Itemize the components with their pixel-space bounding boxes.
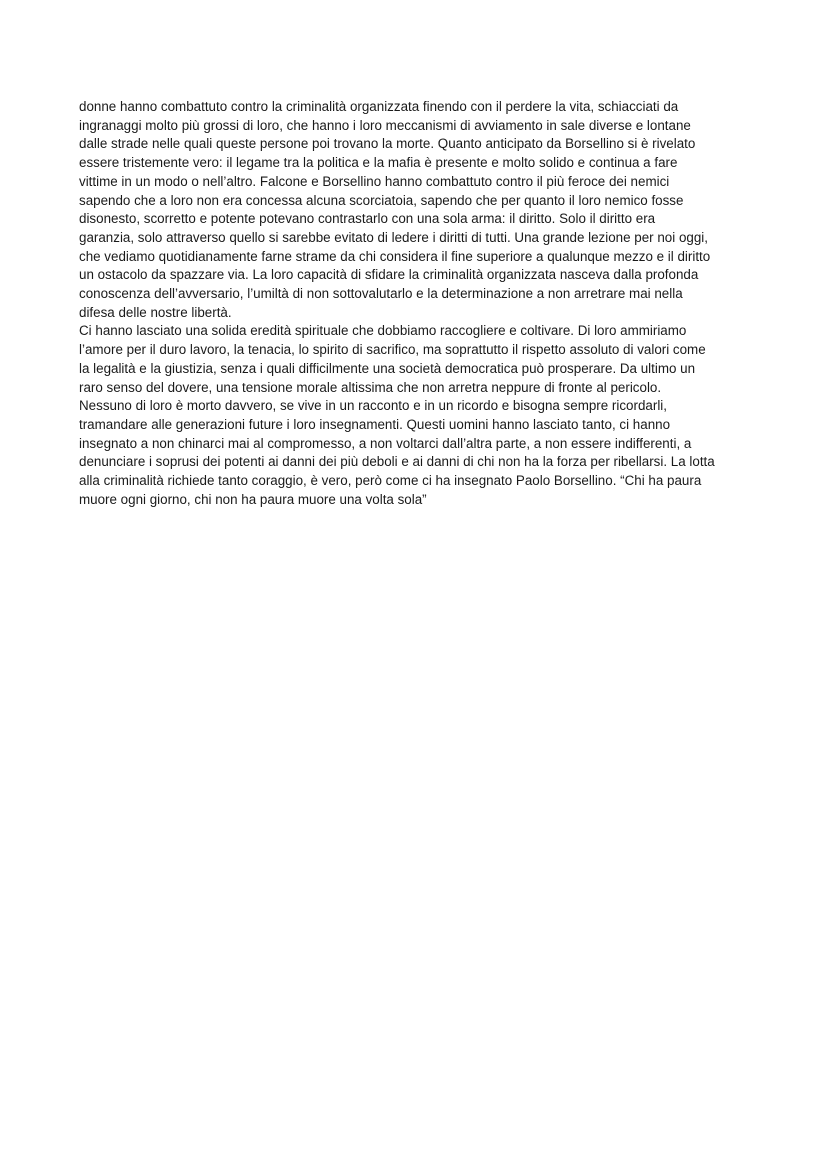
text-line: garanzia, solo attraverso quello si sarebbe evitato di ledere i diritti di tutti. Una grande lezione per noi oggi, <box>79 229 708 245</box>
text-line: dalle strade nelle quali queste persone poi trovano la morte. Quanto anticipato da Borsellino si è rivelato <box>79 136 696 152</box>
text-line: denunciare i soprusi dei potenti ai danni dei più deboli e ai danni di chi non ha la forza per ribellarsi. La lotta <box>79 454 715 470</box>
text-line: muore ogni giorno, chi non ha paura muore una volta sola” <box>79 491 427 507</box>
text-line: conoscenza dell’avversario, l’umiltà di non sottovalutarlo e la determinazione a non arretrare mai nella <box>79 286 683 302</box>
text-line: l’amore per il duro lavoro, la tenacia, lo spirito di sacrifico, ma soprattutto il rispetto assoluto di valori come <box>79 342 706 358</box>
text-line: che vediamo quotidianamente farne strame da chi considera il fine superiore a qualunque mezzo e il diritto <box>79 248 711 264</box>
text-line: raro senso del dovere, una tensione morale altissima che non arretra neppure di fronte al pericolo. <box>79 379 662 395</box>
text-line: alla criminalità richiede tanto coraggio, è vero, però come ci ha insegnato Paolo Borsellino. “Chi ha paura <box>79 473 702 489</box>
text-line: vittime in un modo o nell’altro. Falcone e Borsellino hanno combattuto contro il più feroce dei nemici <box>79 173 670 189</box>
body-text <box>79 98 759 509</box>
text-line: ingranaggi molto più grossi di loro, che hanno i loro meccanismi di avviamento in sale diverse e lontane <box>79 117 691 133</box>
text-line: Ci hanno lasciato una solida eredità spirituale che dobbiamo raccogliere e coltivare. Di loro ammiriamo <box>79 323 687 339</box>
text-line: tramandare alle generazioni future i loro insegnamenti. Questi uomini hanno lasciato tanto, ci hanno <box>79 416 671 432</box>
text-line: donne hanno combattuto contro la criminalità organizzata finendo con il perdere la vita, schiacciati da <box>79 99 679 114</box>
text-line: essere tristemente vero: il legame tra la politica e la mafia è presente e molto solido e continua a fare <box>79 155 678 171</box>
text-line: difesa delle nostre libertà. <box>79 304 232 320</box>
text-line: disonesto, scorretto e potente potevano contrastarlo con una sola arma: il diritto. Solo il diritto era <box>79 211 656 227</box>
text-line: Nessuno di loro è morto davvero, se vive in un racconto e in un ricordo e bisogna sempre ricordarli, <box>79 398 667 414</box>
text-line: sapendo che a loro non era concessa alcuna scorciatoia, sapendo che per quanto il loro nemico fosse <box>79 192 684 208</box>
text-line: insegnato a non chinarci mai al compromesso, a non voltarci dall’altra parte, a non essere indifferenti, a <box>79 435 692 451</box>
text-line: un ostacolo da spazzare via. La loro capacità di sfidare la criminalità organizzata nasceva dalla profonda <box>79 267 699 283</box>
text-line: la legalità e la giustizia, senza i quali difficilmente una società democratica può prosperare. Da ultimo un <box>79 360 696 376</box>
